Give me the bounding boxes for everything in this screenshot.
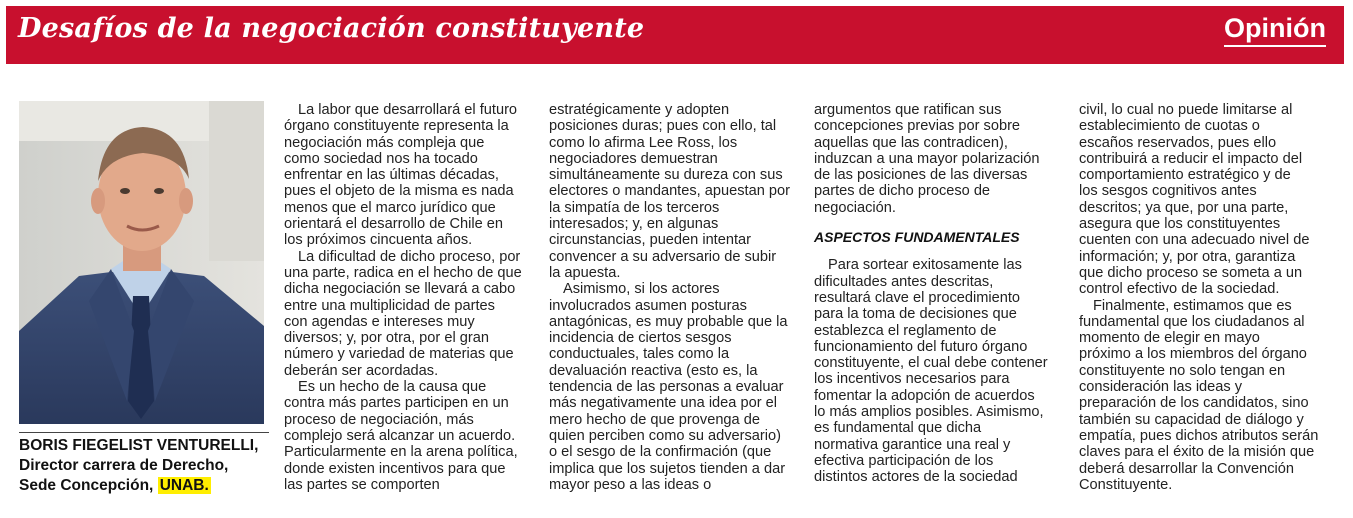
article-text-line: partes de dicho proceso de	[814, 183, 991, 200]
article-text-line: electores o mandantes, apuestan por	[549, 183, 790, 200]
article-text-line: para la toma de decisiones que	[814, 306, 1017, 323]
article-text-line: negociadores demuestran	[549, 150, 718, 167]
article-text-line: establecimiento de cuotas o	[1079, 118, 1260, 135]
article-text-line: tendencia de las personas a evaluar	[549, 379, 784, 396]
article-text-line: es fundamental que dicha	[814, 420, 982, 437]
article-title: Desafíos de la negociación constituyente	[18, 13, 645, 44]
article-text-line: normativa garantice una real y	[814, 436, 1011, 453]
article-text-line: fomentar la adopción de acuerdos	[814, 387, 1035, 404]
article-text-line: como lo afirma Lee Ross, los	[549, 134, 738, 151]
article-text-line: próximo a los miembros del órgano	[1079, 346, 1307, 363]
article-text-line: Es un hecho de la causa que	[298, 379, 487, 396]
article-text-line: control efectivo de la sociedad.	[1079, 281, 1280, 298]
article-text-line: los incentivos necesarios para	[814, 371, 1010, 388]
article-text-line: constituyente no solo tengan en	[1079, 362, 1286, 379]
article-text-line: momento de elegir en mayo	[1079, 330, 1260, 347]
article-text-line: comportamiento estratégico y de	[1079, 167, 1291, 184]
article-text-line: Constituyente.	[1079, 476, 1173, 493]
article-text-line: enfrentar en las últimas décadas,	[284, 167, 499, 184]
article-text-line: circunstancias, pueden intentar	[549, 232, 752, 249]
article-text-line: contra más partes participen en un	[284, 395, 509, 412]
article-text-line: mero hecho de que provenga de	[549, 411, 760, 428]
article-text-line: orientará el desarrollo de Chile en	[284, 216, 504, 233]
article-text-line: menos que el marco jurídico que	[284, 199, 496, 216]
article-text-line: implica que los sujetos tienden a dar	[549, 460, 786, 477]
article-text-line: resultará clave el procedimiento	[814, 289, 1021, 306]
article-text-line: preparación de los candidatos, sino	[1079, 395, 1309, 412]
article-text-line: también su capacidad de diálogo y	[1079, 411, 1304, 428]
article-text-line: distintos actores de la sociedad	[814, 469, 1018, 486]
article-text-line: La dificultad de dicho proceso, por	[298, 248, 521, 265]
article-text-line: de las posiciones de las diversas	[814, 167, 1028, 184]
article-text-line: los sesgos cognitivos antes	[1079, 183, 1257, 200]
article-text-line: aquellas que las contradicen),	[814, 134, 1008, 151]
article-text-line: la simpatía de los terceros	[549, 199, 720, 216]
article-text-line: Finalmente, estimamos que es	[1093, 297, 1292, 314]
article-text-line: una parte, radica en el hecho de que	[284, 264, 522, 281]
author-institution: UNAB.	[159, 477, 209, 494]
article-text-line: información; y, por otra, garantiza	[1079, 248, 1296, 265]
header-banner	[6, 6, 1344, 64]
article-text-line: la apuesta.	[549, 264, 621, 281]
article-text-line: consideración las ideas y	[1079, 379, 1243, 396]
article-text-line: más negativamente una idea por el	[549, 395, 777, 412]
article-text-line: dificultades antes descritas,	[814, 273, 994, 290]
article-text-line: fundamental que los ciudadanos al	[1079, 313, 1305, 330]
article-column-1	[284, 102, 522, 493]
article-text-line: lo más amplios posibles. Asimismo,	[814, 404, 1044, 421]
article-text-line: concepciones previas por sobre	[814, 118, 1021, 135]
article-text-line: deberá desarrollar la Convención	[1079, 460, 1294, 477]
article-text-line: cuenten con una adecuado nivel de	[1079, 232, 1310, 249]
article-text-line: proceso de negociación, más	[284, 411, 474, 428]
author-affiliation	[19, 476, 269, 496]
article-text-line: incidencia de ciertos sesgos	[549, 330, 732, 347]
article-column-3	[814, 102, 1048, 486]
article-text-line: antagónicas, es muy probable que la	[549, 313, 788, 330]
article-text-line: Asimismo, si los actores	[563, 281, 720, 298]
article-text-line: complejo será alcanzar un acuerdo.	[284, 427, 516, 444]
author-byline	[19, 432, 269, 496]
article-column-4	[1079, 102, 1318, 493]
article-text-line: dicha negociación se llevará a cabo	[284, 281, 516, 298]
article-text-line: órgano constituyente representa la	[284, 118, 509, 135]
article-text-line: negociación.	[814, 199, 896, 216]
article-text-line: diversos; y, por otra, por el gran	[284, 330, 489, 347]
article-text-line: quien perciben como su adversario)	[549, 427, 782, 444]
article-text-line: Particularmente en la arena política,	[284, 444, 518, 461]
article-text-line: los próximos cincuenta años.	[284, 232, 473, 249]
article-text-line: posiciones duras; pues con ello, tal	[549, 118, 777, 135]
article-text-line: que dicho proceso se someta a un	[1079, 264, 1303, 281]
article-text-line: civil, lo cual no puede limitarse al	[1079, 102, 1293, 118]
article-text-line: induzcan a una mayor polarización	[814, 150, 1040, 167]
article-text-line: las partes se comporten	[284, 476, 440, 493]
article-text-line: involucrados asumen posturas	[549, 297, 747, 314]
author-role: Director carrera de Derecho,	[19, 457, 229, 474]
article-text-line: asegura que los constituyentes	[1079, 216, 1281, 233]
article-text-line: argumentos que ratifican sus	[814, 102, 1002, 118]
article-text-line: funcionamiento del futuro órgano	[814, 338, 1028, 355]
article-text-line: empatía, pues dichos atributos serán	[1079, 427, 1319, 444]
article-text-line: donde existen incentivos para que	[284, 460, 506, 477]
author-name: BORIS FIEGELIST VENTURELLI,	[19, 437, 259, 454]
article-column-2	[549, 102, 790, 493]
article-text-line: deberán ser acordadas.	[284, 362, 439, 379]
article-text-line: con agendas e intereses muy	[284, 313, 475, 330]
article-text-line: descritos; ya que, por una parte,	[1079, 199, 1289, 216]
section-label: Opinión	[1224, 14, 1326, 47]
article-text-line: mayor peso a las ideas o	[549, 476, 712, 493]
article-text-line: claves para el éxito de la misión que	[1079, 444, 1315, 461]
section-subheading: ASPECTOS FUNDAMENTALES	[814, 229, 1020, 246]
article-text-line: simultáneamente su dureza con sus	[549, 167, 783, 184]
article-text-line: entre una multiplicidad de partes	[284, 297, 495, 314]
article-text-line: convencer a su adversario de subir	[549, 248, 777, 265]
article-text-line: como sociedad nos ha tocado	[284, 150, 478, 167]
author-photo	[19, 101, 264, 424]
article-text-line: pues el objeto de la misma es nada	[284, 183, 514, 200]
article-text-line: establezca el reglamento de	[814, 322, 997, 339]
article-text-line: número y variedad de materias que	[284, 346, 514, 363]
article-text-line: interesados; y, en algunas	[549, 216, 719, 233]
article-text-line: escaños reservados, pues ello	[1079, 134, 1277, 151]
article-text-line: o el sesgo de la confirmación (que	[549, 444, 772, 461]
article-text-line: Para sortear exitosamente las	[828, 257, 1022, 274]
article-text-line: estratégicamente y adopten	[549, 102, 730, 118]
author-location: Sede Concepción,	[19, 477, 154, 494]
article-text-line: La labor que desarrollará el futuro	[298, 102, 518, 118]
article-text-line: constituyente, el cual debe contener	[814, 355, 1048, 372]
article-text-line: negociación más compleja que	[284, 134, 485, 151]
article-text-line: devaluación reactiva (esto es, la	[549, 362, 758, 379]
article-text-line: conductuales, tales como la	[549, 346, 730, 363]
article-text-line: efectiva participación de los	[814, 452, 994, 469]
article-text-line: contribuirá a reducir el impacto del	[1079, 150, 1303, 167]
